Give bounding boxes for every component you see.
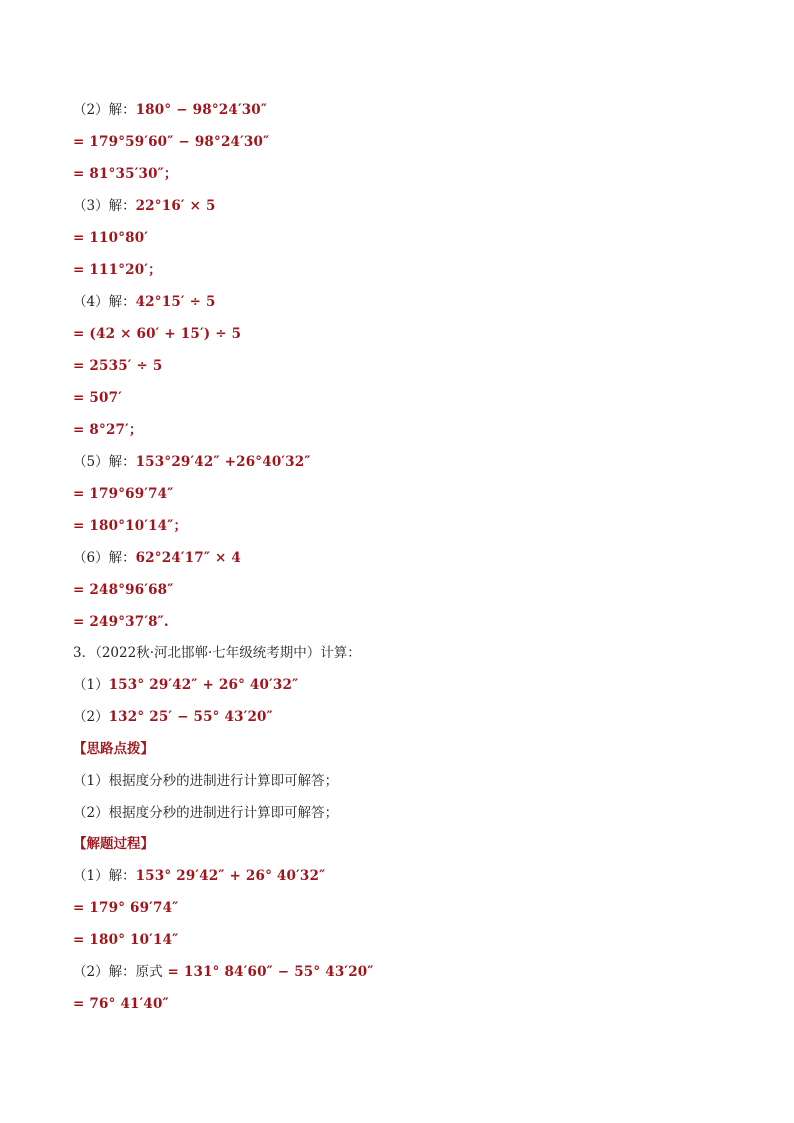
part-label: （1） <box>73 677 109 693</box>
math-expression: = 180°10′14″； <box>73 518 188 534</box>
hint-item-2: （2）根据度分秒的进制进行计算即可解答； <box>73 805 339 821</box>
math-expression: = 8°27′； <box>73 422 143 438</box>
line-label: （6）解： <box>73 550 136 566</box>
solution-3-line-2 <box>73 228 148 248</box>
process-line-3 <box>73 930 178 950</box>
solution-5-line-1 <box>73 452 311 472</box>
math-expression: = 131° 84′60″ − 55° 43′20″ <box>162 964 374 980</box>
hint-item-1: （1）根据度分秒的进制进行计算即可解答； <box>73 773 339 789</box>
solution-6-line-3 <box>73 612 169 632</box>
problem-stem <box>73 643 361 663</box>
solution-4-line-1 <box>73 292 216 312</box>
math-expression: = 76° 41′40″ <box>73 996 169 1012</box>
hint-heading: 【思路点拨】 <box>73 741 154 757</box>
process-heading: 【解题过程】 <box>73 836 154 852</box>
math-expression: = 249°37′8″. <box>73 614 169 630</box>
math-expression: = 248°96′68″ <box>73 582 174 598</box>
math-expression: = 2535′ ÷ 5 <box>73 358 163 374</box>
solution-2-line-2 <box>73 132 269 152</box>
problem-stem-text: 3．（2022秋·河北邯郸·七年级统考期中）计算： <box>73 645 361 661</box>
solution-6-line-2 <box>73 580 174 600</box>
part-label: （2） <box>73 709 109 725</box>
process-line-1 <box>73 866 325 886</box>
line-label: （1）解： <box>73 868 136 884</box>
solution-2-line-1 <box>73 100 267 120</box>
math-expression: 42°15′ ÷ 5 <box>135 294 216 310</box>
math-expression: 180° − 98°24′30″ <box>135 102 268 118</box>
line-label: （2）解：原式 <box>73 964 163 980</box>
solution-4-line-5 <box>73 420 143 440</box>
math-expression: 153°29′42″ +26°40′32″ <box>135 454 311 470</box>
process-line-5 <box>73 994 169 1014</box>
math-expression: = 507′ <box>73 390 122 406</box>
problem-part-1 <box>73 675 298 695</box>
math-expression: = 110°80′ <box>73 230 149 246</box>
math-expression: 132° 25′ − 55° 43′20″ <box>108 709 273 725</box>
math-expression: 153° 29′42″ + 26° 40′32″ <box>135 868 326 884</box>
solution-3-line-3 <box>73 260 162 280</box>
solution-3-line-1 <box>73 196 216 216</box>
math-expression: 22°16′ × 5 <box>135 198 216 214</box>
math-expression: = 111°20′； <box>73 262 162 278</box>
solution-6-line-1 <box>73 548 241 568</box>
problem-part-2 <box>73 707 273 727</box>
solution-4-line-4 <box>73 388 122 408</box>
line-label: （3）解： <box>73 198 136 214</box>
math-expression: = 180° 10′14″ <box>73 932 179 948</box>
math-expression: = 179°59′60″ − 98°24′30″ <box>73 134 270 150</box>
line-label: （5）解： <box>73 454 136 470</box>
math-expression: = (42 × 60′ + 15′) ÷ 5 <box>73 326 242 342</box>
math-expression: 62°24′17″ × 4 <box>135 550 241 566</box>
math-expression: = 179°69′74″ <box>73 486 174 502</box>
solution-2-line-3 <box>73 164 178 184</box>
process-line-2 <box>73 898 178 918</box>
math-expression: 153° 29′42″ + 26° 40′32″ <box>108 677 299 693</box>
solution-5-line-2 <box>73 484 174 504</box>
solution-5-line-3 <box>73 516 187 536</box>
line-label: （2）解： <box>73 102 136 118</box>
math-expression: = 81°35′30″； <box>73 166 178 182</box>
process-line-4 <box>73 962 374 982</box>
solution-4-line-2 <box>73 324 241 344</box>
math-expression: = 179° 69′74″ <box>73 900 179 916</box>
solution-4-line-3 <box>73 356 162 376</box>
line-label: （4）解： <box>73 294 136 310</box>
